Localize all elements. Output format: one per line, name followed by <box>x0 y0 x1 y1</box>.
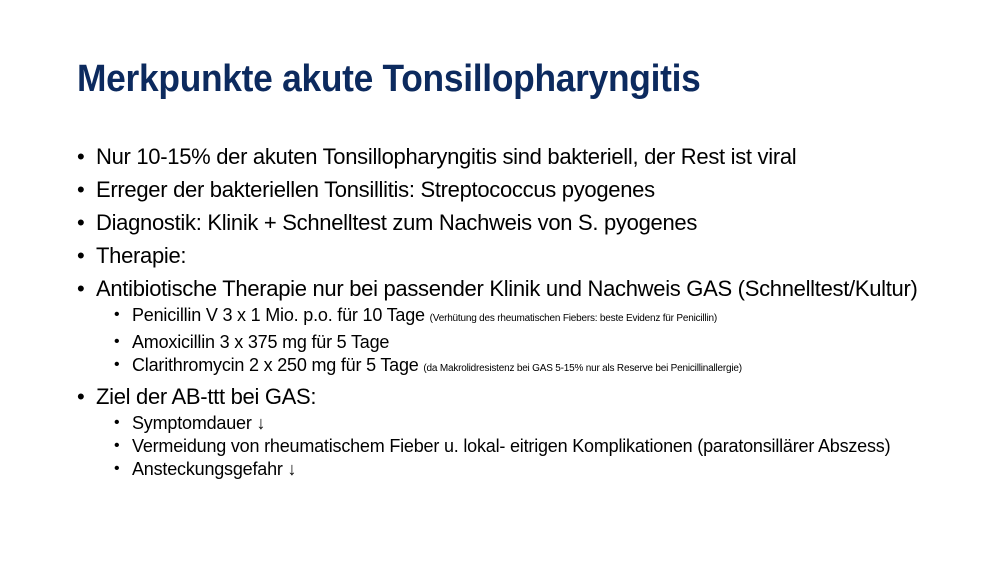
bullet-icon: • <box>77 276 85 301</box>
bullet-icon: • <box>114 306 120 323</box>
bullet-icon: • <box>114 437 120 454</box>
bullet-icon: • <box>77 243 85 268</box>
bullet-icon: • <box>114 356 120 373</box>
sub-bullet-note: (Verhütung des rheumatischen Fiebers: beste Evidenz für Penicillin) <box>429 313 717 324</box>
slide-body <box>77 146 957 483</box>
bullet-item <box>77 212 957 234</box>
bullet-text: Therapie: <box>96 243 187 268</box>
slide-title: Merkpunkte akute Tonsillopharyngitis <box>77 58 701 100</box>
bullet-icon: • <box>77 177 85 202</box>
sub-bullet-text: Ansteckungsgefahr <box>132 459 283 479</box>
bullet-icon: • <box>114 333 120 350</box>
bullet-icon: • <box>77 210 85 235</box>
sub-bullet-item <box>77 460 957 478</box>
sub-bullet-item <box>77 333 957 351</box>
bullet-item <box>77 386 957 408</box>
sub-bullet-item <box>77 437 957 455</box>
bullet-text: Ziel der AB-ttt bei GAS: <box>96 384 317 409</box>
sub-bullet-text: Vermeidung von rheumatischem Fieber u. lokal- eitrigen Komplikationen (paratonsillärer Abszess) <box>132 436 891 456</box>
sub-bullet-note: (da Makrolidresistenz bei GAS 5-15% nur als Reserve bei Penicillinallergie) <box>423 363 742 374</box>
sub-bullet-item <box>77 356 957 378</box>
bullet-item <box>77 146 957 168</box>
bullet-icon: • <box>77 384 85 409</box>
bullet-icon: • <box>114 414 120 431</box>
bullet-text: Antibiotische Therapie nur bei passender Klinik und Nachweis GAS (Schnelltest/Kultur) <box>96 276 918 301</box>
bullet-text: Erreger der bakteriellen Tonsillitis: Streptococcus pyogenes <box>96 177 655 202</box>
bullet-text: Nur 10-15% der akuten Tonsillopharyngitis sind bakteriell, der Rest ist viral <box>96 144 797 169</box>
bullet-icon: • <box>77 144 85 169</box>
sub-bullet-item <box>77 414 957 432</box>
sub-bullet-text: Symptomdauer <box>132 413 252 433</box>
bullet-item <box>77 245 957 267</box>
bullet-item <box>77 179 957 201</box>
bullet-text: Diagnostik: Klinik + Schnelltest zum Nachweis von S. pyogenes <box>96 210 698 235</box>
arrow-down-icon: ↓ <box>287 459 297 479</box>
sub-bullet-text: Penicillin V 3 x 1 Mio. p.o. für 10 Tage <box>132 305 425 325</box>
bullet-item <box>77 278 957 300</box>
sub-bullet-text: Amoxicillin 3 x 375 mg für 5 Tage <box>132 332 390 352</box>
sub-bullet-text: Clarithromycin 2 x 250 mg für 5 Tage <box>132 355 419 375</box>
sub-bullet-item <box>77 306 957 328</box>
bullet-icon: • <box>114 460 120 477</box>
arrow-down-icon: ↓ <box>256 413 266 433</box>
